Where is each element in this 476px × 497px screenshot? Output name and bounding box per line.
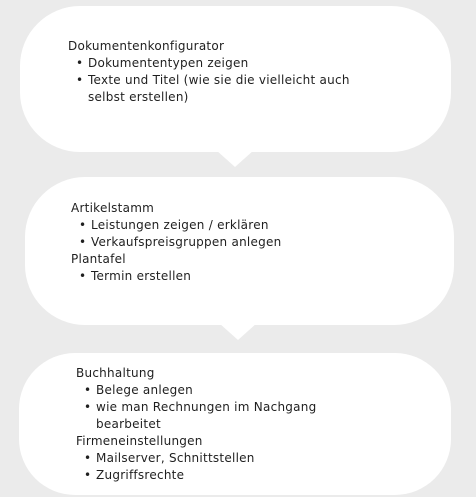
- bubble-content: [68, 38, 388, 106]
- section-heading: Buchhaltung: [76, 366, 155, 380]
- bubble-pointer: [219, 323, 257, 340]
- bullet-list: [76, 382, 376, 433]
- list-item: • Texte und Titel (wie sie die vielleicht auch selbst erstellen): [68, 72, 388, 106]
- list-item: • Zugriffsrechte: [76, 467, 376, 484]
- section-heading: Firmeneinstellungen: [76, 434, 203, 448]
- bullet-list: [76, 450, 376, 484]
- section-heading: Artikelstamm: [71, 201, 155, 215]
- bullet-list: [68, 55, 388, 106]
- speech-bubble-3: [19, 353, 451, 495]
- list-item: • Verkaufspreisgruppen anlegen: [71, 234, 411, 251]
- list-item: • Leistungen zeigen / erklären: [71, 217, 411, 234]
- section-heading: Dokumentenkonfigurator: [68, 39, 225, 53]
- speech-bubble-1: [20, 6, 451, 152]
- list-item: • Belege anlegen: [76, 382, 376, 399]
- section-heading: Plantafel: [71, 252, 126, 266]
- list-item: • wie man Rechnungen im Nachgang bearbeitet: [76, 399, 376, 433]
- bubble-content: [71, 200, 411, 285]
- bullet-list: [71, 217, 411, 251]
- list-item: • Dokumententypen zeigen: [68, 55, 388, 72]
- list-item: • Mailserver, Schnittstellen: [76, 450, 376, 467]
- bubble-pointer: [216, 150, 254, 167]
- bullet-list: [71, 268, 411, 285]
- list-item: • Termin erstellen: [71, 268, 411, 285]
- bubble-content: [76, 365, 376, 484]
- speech-bubble-2: [25, 177, 454, 325]
